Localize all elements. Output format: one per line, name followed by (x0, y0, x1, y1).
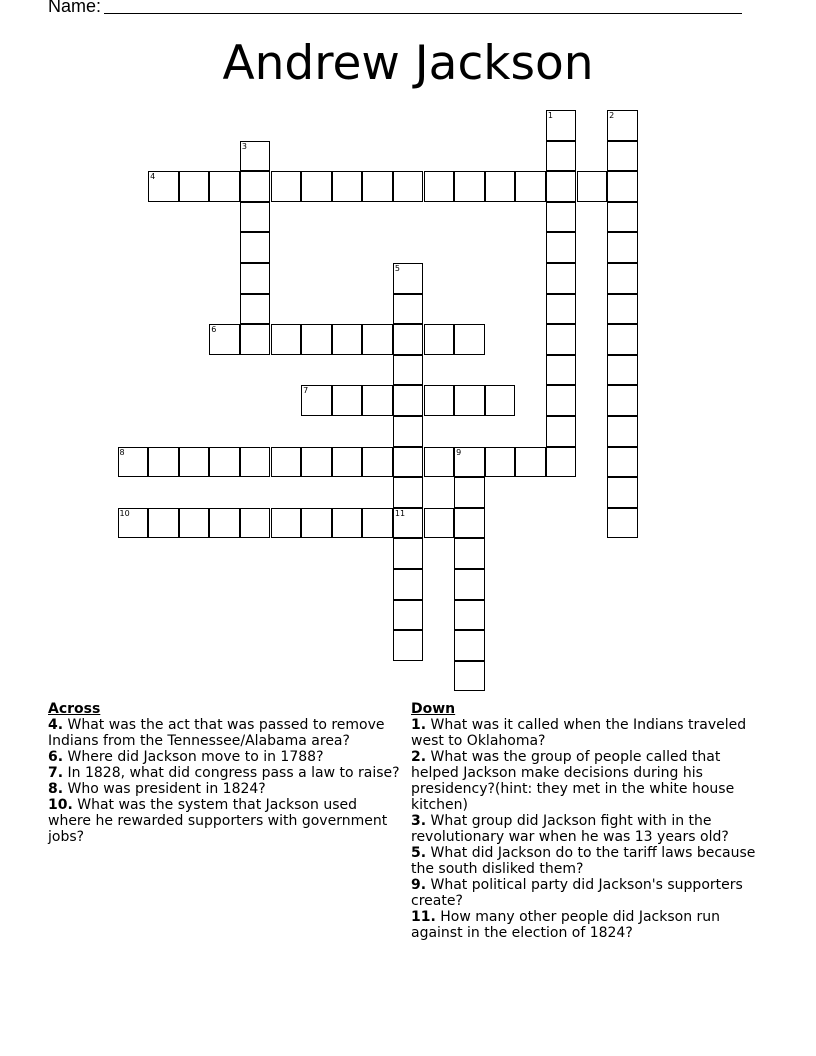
grid-cell[interactable] (393, 324, 424, 355)
grid-cell[interactable] (454, 538, 485, 569)
grid-cell[interactable] (454, 569, 485, 600)
clue-number: 10. (48, 797, 73, 813)
grid-cell[interactable] (271, 447, 302, 478)
grid-cell[interactable] (454, 477, 485, 508)
grid-cell[interactable] (362, 508, 393, 539)
grid-cell[interactable] (362, 385, 393, 416)
grid-cell[interactable] (607, 202, 638, 233)
clue-text: What did Jackson do to the tariff laws because the south disliked them? (411, 845, 756, 877)
grid-cell[interactable] (209, 324, 240, 355)
across-clue (48, 749, 404, 765)
grid-cell[interactable] (362, 324, 393, 355)
grid-cell[interactable] (332, 508, 363, 539)
cell-number: 11 (394, 508, 406, 518)
grid-cell[interactable] (546, 355, 577, 386)
cell-number: 4 (150, 172, 156, 182)
grid-cell[interactable] (240, 202, 271, 233)
clue-number: 7. (48, 765, 64, 781)
clue-text: What was it called when the Indians traveled west to Oklahoma? (411, 717, 747, 749)
clue-text: How many other people did Jackson run against in the election of 1824? (411, 909, 721, 941)
grid-cell[interactable] (393, 416, 424, 447)
grid-cell[interactable] (607, 508, 638, 539)
down-heading: Down (411, 701, 456, 717)
down-clue (411, 877, 756, 909)
grid-cell[interactable] (332, 324, 363, 355)
grid-cell[interactable] (240, 141, 271, 172)
grid-cell[interactable] (546, 141, 577, 172)
grid-cell[interactable] (393, 355, 424, 386)
grid-cell[interactable] (393, 263, 424, 294)
grid-cell[interactable] (240, 263, 271, 294)
cell-number: 6 (211, 325, 217, 335)
grid-cell[interactable] (424, 447, 455, 478)
grid-cell[interactable] (271, 508, 302, 539)
grid-cell[interactable] (209, 447, 240, 478)
grid-cell[interactable] (607, 324, 638, 355)
grid-cell[interactable] (393, 630, 424, 661)
grid-cell[interactable] (393, 600, 424, 631)
grid-cell[interactable] (148, 508, 179, 539)
clue-number: 11. (411, 909, 436, 925)
down-clues (411, 701, 756, 941)
grid-cell[interactable] (301, 385, 332, 416)
clue-number: 5. (411, 845, 427, 861)
grid-cell[interactable] (546, 294, 577, 325)
cell-number: 8 (119, 447, 125, 457)
grid-cell[interactable] (240, 294, 271, 325)
grid-cell[interactable] (454, 600, 485, 631)
grid-cell[interactable] (271, 324, 302, 355)
grid-cell[interactable] (393, 569, 424, 600)
grid-cell[interactable] (607, 447, 638, 478)
grid-cell[interactable] (607, 110, 638, 141)
grid-cell[interactable] (393, 294, 424, 325)
cell-number: 3 (241, 141, 247, 151)
grid-cell[interactable] (454, 324, 485, 355)
clue-number: 9. (411, 877, 427, 893)
grid-cell[interactable] (546, 385, 577, 416)
clue-number: 6. (48, 749, 64, 765)
grid-cell[interactable] (209, 508, 240, 539)
cell-number: 9 (456, 447, 462, 457)
grid-cell[interactable] (424, 385, 455, 416)
grid-cell[interactable] (301, 171, 332, 202)
cell-number: 7 (303, 386, 309, 396)
grid-cell[interactable] (271, 171, 302, 202)
grid-cell[interactable] (118, 508, 149, 539)
grid-cell[interactable] (546, 110, 577, 141)
down-clue (411, 909, 756, 941)
grid-cell[interactable] (454, 630, 485, 661)
clue-text: In 1828, what did congress pass a law to raise? (67, 765, 400, 781)
grid-cell[interactable] (362, 171, 393, 202)
grid-cell[interactable] (301, 447, 332, 478)
grid-cell[interactable] (301, 324, 332, 355)
grid-cell[interactable] (454, 385, 485, 416)
clue-text: What political party did Jackson's supporters create? (411, 877, 743, 909)
across-clue (48, 765, 404, 781)
grid-cell[interactable] (118, 447, 149, 478)
grid-cell[interactable] (607, 263, 638, 294)
name-label: Name: (48, 0, 102, 16)
down-clue (411, 749, 756, 813)
grid-cell[interactable] (362, 447, 393, 478)
grid-cell[interactable] (454, 447, 485, 478)
down-clue (411, 845, 756, 877)
grid-cell[interactable] (607, 416, 638, 447)
grid-cell[interactable] (148, 447, 179, 478)
grid-cell[interactable] (546, 416, 577, 447)
grid-cell[interactable] (607, 141, 638, 172)
grid-cell[interactable] (179, 171, 210, 202)
cell-number: 2 (609, 111, 615, 120)
down-clue (411, 717, 756, 749)
grid-cell[interactable] (424, 171, 455, 202)
grid-cell[interactable] (454, 171, 485, 202)
grid-cell[interactable] (607, 294, 638, 325)
clue-text: What was the group of people called that helped Jackson make decisions during his presidency?(hint: they met in the white house kitchen) (411, 749, 735, 813)
grid-cell[interactable] (240, 447, 271, 478)
clue-text: Where did Jackson move to in 1788? (67, 749, 324, 765)
grid-cell[interactable] (332, 447, 363, 478)
grid-cell[interactable] (179, 508, 210, 539)
cell-number: 1 (547, 111, 553, 120)
grid-cell[interactable] (607, 232, 638, 263)
grid-cell[interactable] (424, 508, 455, 539)
grid-cell[interactable] (240, 232, 271, 263)
grid-cell[interactable] (393, 538, 424, 569)
grid-cell[interactable] (485, 385, 516, 416)
across-clue (48, 717, 404, 749)
grid-cell[interactable] (393, 477, 424, 508)
grid-cell[interactable] (607, 355, 638, 386)
grid-cell[interactable] (546, 202, 577, 233)
across-clue (48, 797, 404, 845)
grid-cell[interactable] (424, 324, 455, 355)
clue-number: 2. (411, 749, 427, 765)
grid-cell[interactable] (577, 171, 608, 202)
grid-cell[interactable] (546, 171, 577, 202)
across-clues (48, 701, 404, 845)
grid-cell[interactable] (454, 508, 485, 539)
page-title: Andrew Jackson (222, 36, 594, 91)
clue-text: What was the act that was passed to remove Indians from the Tennessee/Alabama area? (48, 717, 385, 749)
grid-cell[interactable] (148, 171, 179, 202)
grid-cell[interactable] (301, 508, 332, 539)
grid-cell[interactable] (607, 385, 638, 416)
grid-cell[interactable] (332, 171, 363, 202)
grid-cell[interactable] (393, 447, 424, 478)
grid-cell[interactable] (179, 447, 210, 478)
across-heading: Across (48, 701, 101, 717)
grid-cell[interactable] (515, 171, 546, 202)
grid-cell[interactable] (209, 171, 240, 202)
grid-cell[interactable] (546, 447, 577, 478)
clue-text: What group did Jackson fight with in the revolutionary war when he was 13 years old? (411, 813, 729, 845)
clue-number: 1. (411, 717, 427, 733)
clue-text: Who was president in 1824? (67, 781, 266, 797)
down-clue (411, 813, 756, 845)
grid-cell[interactable] (454, 661, 485, 692)
clue-number: 3. (411, 813, 427, 829)
across-clue (48, 781, 404, 797)
grid-cell[interactable] (240, 171, 271, 202)
clue-number: 8. (48, 781, 64, 797)
grid-cell[interactable] (393, 171, 424, 202)
grid-cell[interactable] (393, 385, 424, 416)
cell-number: 5 (394, 264, 400, 273)
grid-cell[interactable] (485, 447, 516, 478)
grid-cell[interactable] (393, 508, 424, 539)
grid-cell[interactable] (332, 385, 363, 416)
grid-cell[interactable] (240, 324, 271, 355)
cell-number: 10 (119, 508, 130, 518)
grid-cell[interactable] (485, 171, 516, 202)
grid-cell[interactable] (546, 232, 577, 263)
grid-cell[interactable] (546, 263, 577, 294)
clue-number: 4. (48, 717, 64, 733)
grid-cell[interactable] (546, 324, 577, 355)
grid-cell[interactable] (515, 447, 546, 478)
grid-cell[interactable] (240, 508, 271, 539)
grid-cell[interactable] (607, 171, 638, 202)
grid-cell[interactable] (607, 477, 638, 508)
clue-text: What was the system that Jackson used where he rewarded supporters with government jobs? (48, 797, 388, 845)
